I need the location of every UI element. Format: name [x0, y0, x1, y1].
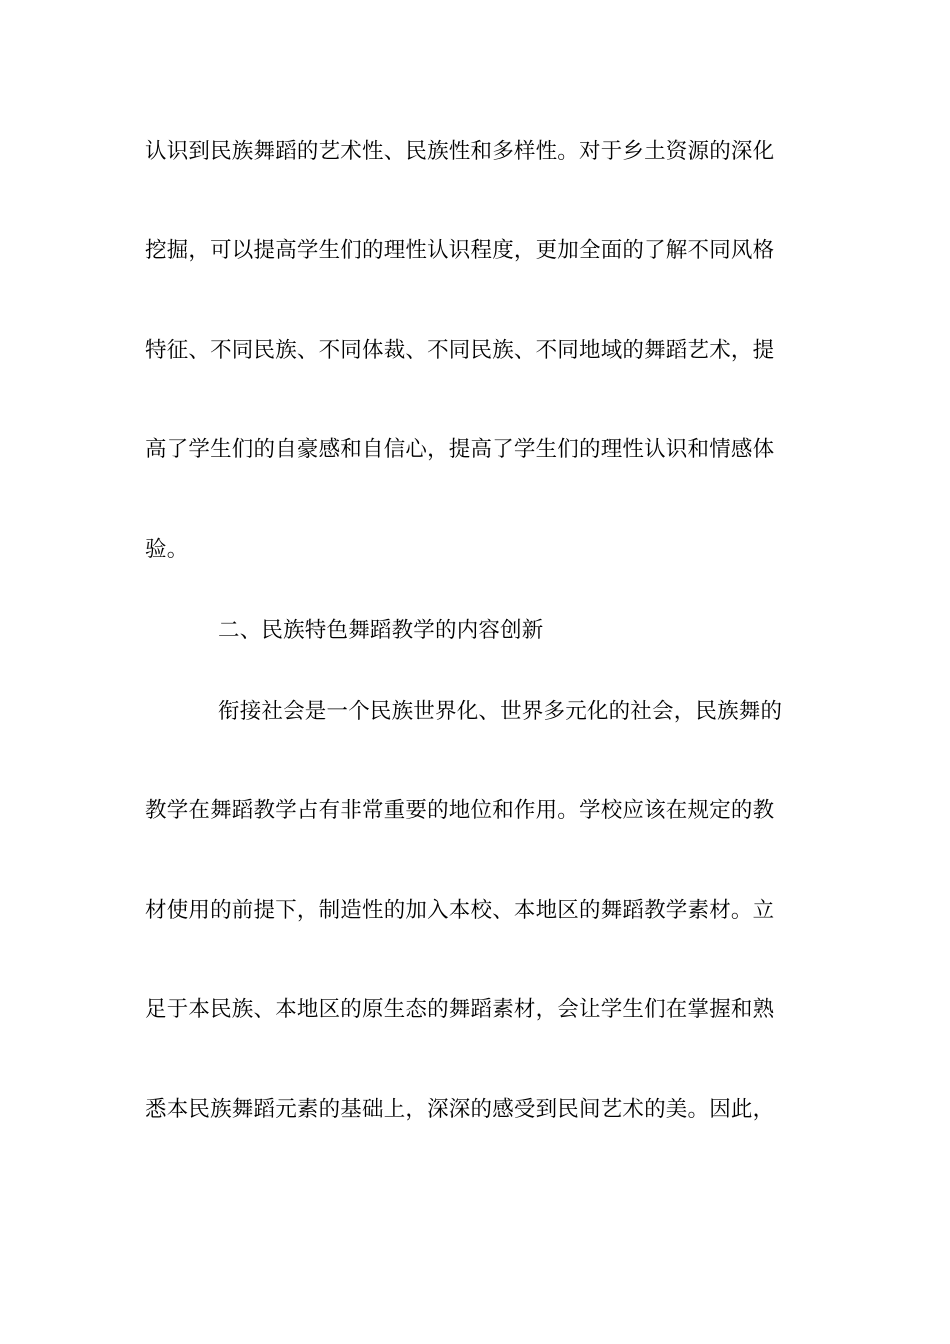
- paragraph-line: 教学在舞蹈教学占有非常重要的地位和作用。学校应该在规定的教: [145, 798, 775, 823]
- paragraph-line: 高了学生们的自豪感和自信心，提高了学生们的理性认识和情感体: [145, 437, 775, 462]
- paragraph-line: 悉本民族舞蹈元素的基础上，深深的感受到民间艺术的美。因此，: [145, 1097, 775, 1122]
- paragraph-line: 衔接社会是一个民族世界化、世界多元化的社会，民族舞的: [218, 699, 783, 724]
- section-heading: 二、民族特色舞蹈教学的内容创新: [218, 618, 544, 643]
- paragraph-line: 验。: [145, 537, 189, 562]
- paragraph-line: 足于本民族、本地区的原生态的舞蹈素材，会让学生们在掌握和熟: [145, 997, 775, 1022]
- paragraph-line: 认识到民族舞蹈的艺术性、民族性和多样性。对于乡土资源的深化: [145, 139, 775, 164]
- paragraph-line: 挖掘，可以提高学生们的理性认识程度，更加全面的了解不同风格: [145, 238, 775, 263]
- paragraph-line: 特征、不同民族、不同体裁、不同民族、不同地域的舞蹈艺术，提: [145, 338, 775, 363]
- paragraph-line: 材使用的前提下，制造性的加入本校、本地区的舞蹈教学素材。立: [145, 898, 775, 923]
